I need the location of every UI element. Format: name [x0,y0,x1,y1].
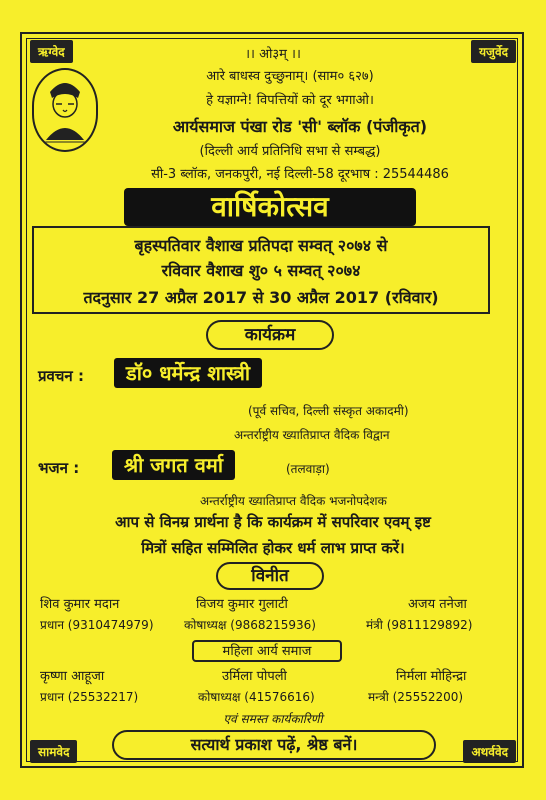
date-line-3: तदनुसार 27 अप्रैल 2017 से 30 अप्रैल 2017 (रविवार) [83,288,439,307]
samaj-name: आर्यसमाज पंखा रोड 'सी' ब्लॉक (पंजीकृत) [172,117,428,136]
bhajan-desc: अन्तर्राष्ट्रीय ख्यातिप्राप्त वैदिक भजनोपदेशक [200,494,387,508]
officer-name: विजय कुमार गुलाटी [196,597,288,612]
officer-role: प्रधान (9310474979) [40,618,154,632]
invite-line-1: आप से विनम्र प्रार्थना है कि कार्यक्रम में सपरिवार एवम् इष्ट [115,513,431,531]
om-heading: ।। ओ३म् ।। [245,47,301,62]
bhajan-singer: श्री जगत वर्मा [112,450,235,480]
corner-yajurveda: यजुर्वेद [471,40,516,63]
event-title-banner: वार्षिकोत्सव [124,188,416,226]
mahila-officer-role: कोषाध्यक्ष (41576616) [198,690,315,704]
mantra-line: आरे बाधस्व दुच्छुनाम्। (साम० ६२७) [206,69,374,84]
program-heading: कार्यक्रम [206,320,334,350]
officer-role: कोषाध्यक्ष (9868215936) [184,618,316,632]
date-line-2: रविवार वैशाख शु० ५ सम्वत् २०७४ [161,261,361,280]
address-line: सी-3 ब्लॉक, जनकपुरी, नई दिल्ली-58 दूरभाष : 25544486 [151,167,449,182]
officer-name: अजय तनेजा [408,597,467,612]
corner-rigveda: ऋग्वेद [30,40,73,63]
corner-atharvaveda: अथर्ववेद [463,740,516,763]
mahila-officer-name: निर्मला मोहिन्द्रा [396,669,467,684]
mahila-officer-role: मन्त्री (25552200) [368,690,464,704]
date-line-1: बृहस्पतिवार वैशाख प्रतिपदा सम्वत् २०७४ से [134,236,388,255]
officer-name: शिव कुमार मदान [40,597,120,612]
mahila-officer-role: प्रधान (25532217) [40,690,139,704]
committee-line: एवं समस्त कार्यकारिणी [223,712,323,726]
pravachan-desc-1: (पूर्व सचिव, दिल्ली संस्कृत अकादमी) [248,404,409,418]
bhajan-place: (तलवाड़ा) [286,462,330,476]
invite-line-2: मित्रों सहित सम्मिलित होकर धर्म लाभ प्राप्त करें। [141,539,405,557]
mahila-heading: महिला आर्य समाज [192,640,342,662]
mahila-officer-name: कृष्णा आहूजा [40,669,105,684]
corner-samaveda: सामवेद [30,740,77,763]
slogan-box: सत्यार्थ प्रकाश पढ़ें, श्रेष्ठ बनें। [112,730,436,760]
bhajan-label: भजन : [38,459,80,477]
vinit-heading: विनीत [216,562,324,590]
sabha-affiliation: (दिल्ली आर्य प्रतिनिधि सभा से सम्बद्ध) [199,144,381,159]
mahila-officer-name: उर्मिला पोपली [222,669,287,684]
pravachan-speaker: डॉ० धर्मेन्द्र शास्त्री [114,358,262,388]
pravachan-desc-2: अन्तर्राष्ट्रीय ख्यातिप्राप्त वैदिक विद्वान [234,428,390,442]
officer-role: मंत्री (9811129892) [366,618,473,632]
pravachan-label: प्रवचन : [38,367,84,385]
mantra-meaning: हे यज्ञाग्ने! विपत्तियों को दूर भगाओ। [206,93,374,108]
